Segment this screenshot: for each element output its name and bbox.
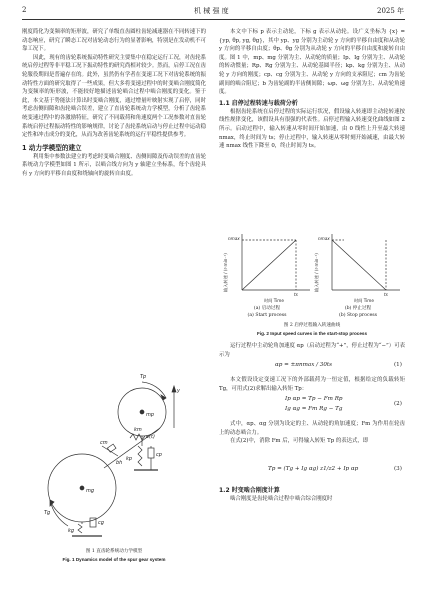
fig1-caption-cn: 图 1 直齿轮系统动力学模型 [85,549,143,554]
equation-2a: Ip αp = Tp − Fm Rp [285,396,343,402]
paragraph-eq2-note: 式中，αp、αg 分别为设定的主、从动轮的角加速度；Fm 为作用在轮齿上的动态啮合力。 [219,421,405,436]
fig2a-label [222,305,312,319]
paragraph-stiffness: 啮合刚度是齿轮啮合过程中啮合综合刚度时 [230,496,333,502]
km-spring [130,434,145,440]
paragraph-accel: 运行过程中主动轮角加速度 αp（启动过程为“+”，停止过程为“−”）可表示为 [219,343,405,358]
curve-start [242,240,296,290]
paragraph-load: 本文假设设定变速工况下的外部载荷为一恒定值，根据给定的负载转矩 Tg，可用式(2)求解出输入转矩 Tp： [219,377,405,392]
label-tp: Tp [140,374,147,380]
equation-3-number: (3) [394,466,402,472]
nmax-a: nmax [228,236,240,241]
label-cp: cp [156,452,162,458]
label-bh: bh [116,460,123,466]
right-column-top [219,28,405,151]
fig1-gear-model-diagram [42,368,192,540]
fig2-caption-cn: 图 2 启停过程输入转速曲线 [283,323,341,328]
fig2-caption-en: Fig. 2 Input speed curves in the start-stop process [256,331,368,336]
right-column-bottom [219,486,405,504]
label-kp: kp [126,456,133,462]
xlabel-b: 时间 Time [354,298,374,303]
label-mg: mg [86,488,95,494]
left-column [22,28,206,179]
ylabel-a: 输入转速 / (r·min⁻¹) [223,253,228,292]
fig2a-cn: (a) 启动过程 [253,306,281,311]
nmax-b: nmax [318,236,330,241]
ts-b: ts [384,292,388,297]
equation-1: αp = ±πnmax / 30ts [275,362,333,368]
cp-damper [148,448,154,458]
right-column-eq1-text [219,342,405,359]
page-header [0,0,427,18]
xlabel-a: 时间 Time [264,298,284,303]
kp-spring [138,446,142,466]
label-y: y [177,388,180,394]
label-kg: kg [68,528,75,534]
fig2b-en: (b) Stop process [338,313,378,318]
header-rule [22,19,405,20]
year: 2025 年 [377,7,405,15]
ylabel-b: 输入转速 / (r·min⁻¹) [314,253,319,292]
gear-center [80,486,84,490]
section-1-heading: 1 动力学模型的建立 [22,143,82,152]
fig2b-label [312,305,404,319]
curve-stop [332,240,386,290]
label-km: km [134,427,142,433]
section-1-1-heading: 1.1 启停过程转速与载荷分析 [219,99,298,107]
pinion-center [140,410,144,414]
intro-continuation: 刚度简化为变频率的矩形波，研究了单级直齿圆柱齿轮减速器在不同转速下的动态响应，研究了瞬态工况对齿轮动态行为的显著影响，特别是在发动机不可靠工况下。 [22,29,206,53]
label-cg: cg [98,520,104,526]
equation-2b: Ig αg = Fm Rg − Tg [285,406,343,412]
paragraph-background: 因此，现有的齿轮系统振动特性研究主要集中在稳定运行工况，对齿轮系统启停过程等非平稳工况下振动特性的研究尚相对较少。然而，启停工况在齿轮服役期间是普遍存在的。此外，虽然仍有学者在变速工况下对齿轮系统的振动特性方面的研究取得了一些成果，但大多将变速过程中的时变啮合刚度简化为变频率的矩形波，不能较好地描述齿轮啮合过程中啮合刚度的变化。鉴于此，本文基于势能法计算出时变啮合刚度，通过增量叶映射实现了启停，同时考虑齿侧间隙和齿轮啮合误差，建立了直齿轮系统动力学模型，分析了齿轮系统变速过程中的各激励特征，研究了不同载荷和角速度两个工况参数对直齿轮系统启停过程振动特性的影响规律，讨论了齿轮系统启动与停止过程中运动稳定性和冲击成分的变化，从而为改善齿轮系统的运行平稳性提供参考。 [22,54,206,139]
fig2b-cn: (b) 停止过程 [344,306,372,311]
section-1-2-heading: 1.2 时变啮合刚度计算 [219,487,280,494]
paragraph-notation: 本文中下标 p 表示主动轮，下标 g 表示从动轮。设广义坐标为 {x} = {yp, θp, yg, θg}，其中 yp、yg 分别为主动轮 y 方向的平移自由度和从动轮 y 方向的平移自由度；θp、θg 分别为从动轮 y 方向的平移自由度和旋转自由度。图 1 中，mp、mg 分别为主、从动轮的质量；Ip、Ig 分别为主、从动轮的转动惯量；Rp、Rg 分别为主、从动轮基圆半径；kp、kg 分别为主、从动轮 y 方向的刚度；cp、cg 分别为主、从动轮 y 方向的支承阻尼；cm 为齿轮副间的啮合阻尼；b 为齿轮副的半齿侧间隙；ωp、ωg 分别为主、从动轮角速度。 [219,29,405,96]
paragraph-speed: 根据齿轮系统在启停过程的实际运行状况，假设输入转速即主动轮转速按线性规律变化，该假设具有很强的代表性。启停过程输入转速变化曲线如图 2 所示。启动过程中，输入转速从零时间开始加速，由 0 线性上升至最大转速 nmax，终止时间为 ts；停止过程中，输入转速从零时刻开始减速，由最大转速 nmax 线性下降至 0，终止时间为 ts。 [219,108,405,150]
right-column-load-text [219,376,405,393]
fig2a-en: (a) Start process [247,313,287,318]
label-tg: Tg [44,510,51,516]
label-mp: mp [146,412,155,418]
equation-2-number: (2) [394,401,402,407]
cm-damper [107,444,116,452]
equation-3: Tp = (Tg + Ig αg) z1/z2 + Ip αp [268,466,359,472]
page-number: 2 [22,6,27,14]
paragraph-eliminate: 在式(2)中，消除 Fm 后，可得输入转矩 Tp 的表达式，即 [230,438,369,445]
equation-1-number: (1) [394,362,402,368]
fig2-input-speed-curves [222,230,404,304]
journal-name: 机 械 强 度 [194,7,229,15]
label-et: e(t) [146,434,155,440]
ts-a: ts [294,292,298,297]
paragraph-model: 利用集中参数法建立的考虑时变啮合刚度、齿侧间隙及传动误差的直齿轮系统动力学模型如图 1 所示，以啮合线方向为 y 轴建立坐标系，每个齿轮具有 y 方向的平移自由度和绕轴向的旋转自由度。 [22,153,206,177]
fig1-caption-en: Fig. 1 Dynamics model of the spur gear system [62,557,166,562]
right-column-mid [219,420,405,446]
label-cm: cm [100,440,108,446]
